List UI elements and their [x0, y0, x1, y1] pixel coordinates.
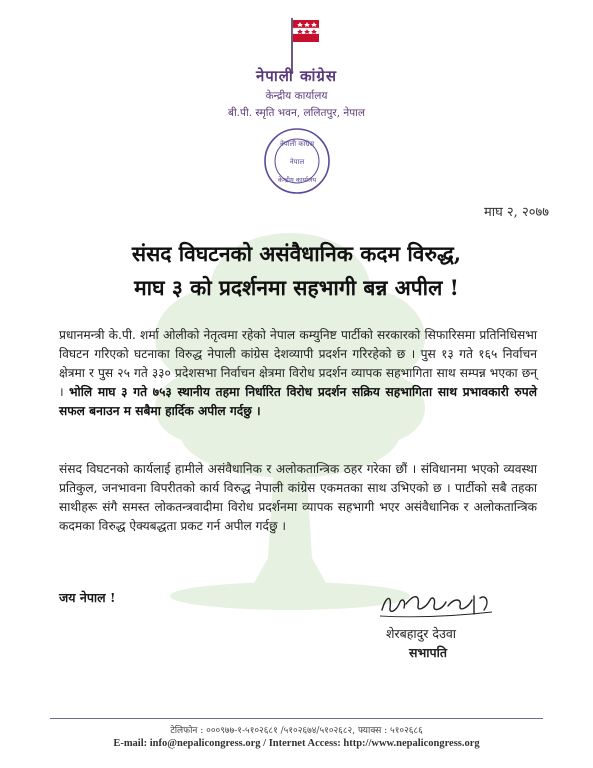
body-paragraph-1 — [59, 326, 537, 421]
signer-position: सभापति — [409, 645, 447, 660]
title-line-1: संसद विघटनको असंवैधानिक कदम विरुद्ध, — [131, 241, 462, 266]
title-line-2: माघ ३ को प्रदर्शनमा सहभागी बन्न अपील ! — [134, 275, 459, 300]
office-address: बी.पी. स्मृति भवन, ललितपुर, नेपाल — [227, 107, 366, 119]
handwritten-signature-icon — [376, 588, 496, 622]
office-name: केन्द्रीय कार्यालय — [265, 90, 328, 102]
closing-salutation: जय नेपाल ! — [59, 590, 116, 605]
org-name: नेपाली कांग्रेस — [255, 67, 337, 85]
svg-text:नेपाल: नेपाल — [289, 158, 305, 166]
official-seal-icon — [262, 126, 332, 196]
letter-date: माघ २, २०७७ — [483, 205, 549, 220]
footer-contact: टेलिफोन : ०००९७७-१-५१०२६८१ /५१०२६७४/५१०२६८२, फ्याक्स : ५१०२६८६ — [170, 726, 423, 736]
svg-text:केन्द्रीय कार्यालय: केन्द्रीय कार्यालय — [277, 176, 317, 184]
signer-name: शेरबहादुर देउवा — [386, 626, 457, 641]
para1-text: प्रधानमन्त्री के.पी. शर्मा ओलीको नेतृत्वमा रहेको नेपाल कम्युनिष्ट पार्टीको सरकारको सिफारिसमा प्रतिनिधिसभा विघटन गरिएको घटनाका विरुद्ध नेपाली कांग्रेस देशव्यापी प्रदर्शन गरिरहेको छ । पुस १३ गते १६५ निर्वाचन क्षेत्रमा र पुस २५ गते ३३० प्रदेशसभा निर्वाचन क्षेत्रमा विरोध प्रदर्शन व्यापक सहभागिता साथ सम्पन्न भएका छन् । — [59, 328, 537, 399]
footer-links: E-mail: info@nepalicongress.org / Internet Access: http://www.nepalicongress.org — [113, 738, 480, 749]
para1-appeal: भोलि माघ ३ गते ७५३ स्थानीय तहमा निर्धारित विरोध प्रदर्शन सक्रिय सहभागिता साथ प्रभावकारी रुपले सफल बनाउन म सबैमा हार्दिक अपील गर्दछु । — [59, 385, 537, 418]
svg-text:नेपाली कांग्रेस: नेपाली कांग्रेस — [279, 140, 315, 148]
footer-divider — [50, 718, 543, 719]
body-paragraph-2: संसद विघटनको कार्यलाई हामीले असंवैधानिक र अलोकतान्त्रिक ठहर गरेका छौं । संविधानमा भएको व्यवस्था प्रतिकुल, जनभावना विपरीतको कार्य विरुद्ध नेपाली कांग्रेस एकमतका साथ उभिएको छ । पार्टीको सबै तहका साथीहरू संगै समस्त लोकतन्त्रवादीमा विरोध प्रदर्शनमा व्यापक सहभागी भएर असंवैधानिक र अलोकतान्त्रिक कदमका विरुद्ध ऐक्यबद्धता प्रकट गर्न अपील गर्दछु । — [59, 462, 537, 533]
